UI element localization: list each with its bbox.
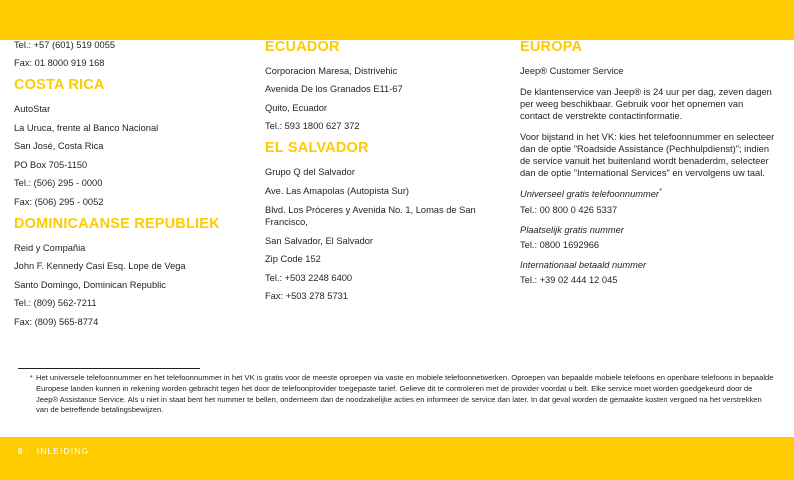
phone-label-international: Internationaal betaald nummer	[520, 259, 647, 270]
section-heading-costa-rica: COSTA RICA	[14, 77, 105, 94]
address-line: Quito, Ecuador	[265, 102, 328, 113]
address-line: Zip Code 152	[265, 254, 321, 265]
address-line: Ave. Las Amapolas (Autopista Sur)	[265, 185, 410, 196]
address-line: La Uruca, frente al Banco Nacional	[14, 122, 159, 133]
address-line: Corporacion Maresa, Distrivehic	[265, 65, 398, 76]
section-heading-dominicaanse-republiek: DOMINICAANSE REPUBLIEK	[14, 215, 220, 232]
address-line: San Salvador, El Salvador	[265, 235, 374, 246]
footnote-body	[18, 373, 774, 416]
footnote	[18, 368, 774, 416]
phone-line: Tel.: 0800 1692966	[520, 239, 600, 250]
section-heading-el-salvador: EL SALVADOR	[265, 140, 369, 157]
footnote-text: Het universele telefoonnummer en het telefoonnummer in het VK is gratis voor de meeste oproepen via vaste en mobiele telefoonnetwerken. Oproepen van bepaalde mobiele telefoons en openbare telefoons in bepaalde Europese landen kunnen in rekening worden gebracht tegen het door de telefoonprovider toegepaste tarief. Gelieve dit te controleren met de provider voordat u belt. Elke service moet worden goedgekeurd door de Jeep® Assistance Service. Als u niet in staat bent het nummer te bellen, onderneem dan de noodzakelijke acties en informeer de service dan later. In dat geval worden de gemaakte kosten vergoed na het verstrekken van de betreffende betalingsbewijzen.	[36, 373, 774, 415]
section-heading-ecuador: ECUADOR	[265, 39, 340, 55]
service-description-paragraph: De klantenservice van Jeep® is 24 uur per dag, zeven dagen per weeg beschikbaar. Gebruik voor het opnemen van contact de verstrekte contactinformatie.	[520, 86, 772, 122]
address-line: Grupo Q del Salvador	[265, 167, 355, 178]
fax-line: Fax: +503 278 5731	[265, 291, 348, 302]
address-line: Reid y Compañia	[14, 242, 86, 253]
customer-service-subtitle: Jeep® Customer Service	[520, 65, 624, 76]
fax-line: Fax: (506) 295 - 0052	[14, 196, 104, 207]
address-line: John F. Kennedy Casi Esq. Lope de Vega	[14, 261, 186, 272]
address-line: San José, Costa Rica	[14, 141, 104, 152]
contact-line: Fax: 01 8000 919 168	[14, 58, 105, 69]
address-line: AutoStar	[14, 104, 51, 115]
column-right	[520, 40, 775, 286]
section-heading-europa: EUROPA	[520, 39, 583, 55]
fax-line: Fax: (809) 565-8774	[14, 316, 99, 327]
column-middle	[265, 40, 505, 302]
footer-accent-band	[0, 437, 794, 480]
content-columns	[0, 40, 794, 370]
phone-label-universal	[520, 188, 775, 200]
phone-line: Tel.: (506) 295 - 0000	[14, 178, 103, 189]
phone-label-text: Universeel gratis telefoonnummer	[520, 189, 659, 200]
phone-line: Tel.: +503 2248 6400	[265, 272, 353, 283]
address-line: Avenida De los Granados E11-67	[265, 84, 403, 95]
footnote-marker: *	[30, 375, 33, 382]
phone-line: Tel.: +39 02 444 12 045	[520, 274, 618, 285]
address-line: Santo Domingo, Dominican Republic	[14, 279, 166, 290]
column-left	[14, 40, 254, 327]
phone-label-local: Plaatselijk gratis nummer	[520, 224, 624, 235]
footnote-reference-marker: *	[659, 188, 662, 196]
roadside-assistance-paragraph: Voor bijstand in het VK: kies het telefoonnummer en selecteer dan de optie "Roadside Assistance (Pechhulpdienst)"; indien de service vanuit het buitenland wordt benaderdm, selecteer dan de optie "International Services" en vervolgens uw taal.	[520, 132, 775, 179]
page-number: 6	[18, 447, 23, 456]
address-line: PO Box 705-1150	[14, 159, 88, 170]
phone-line: Tel.: 00 800 0 426 5337	[520, 204, 618, 215]
phone-line: Tel.: (809) 562-7211	[14, 298, 97, 309]
contact-line: Tel.: +57 (601) 519 0055	[14, 40, 116, 50]
phone-line: Tel.: 593 1800 627 372	[265, 121, 360, 132]
footnote-divider	[18, 368, 200, 369]
footer-section-label: INLEIDING	[36, 446, 90, 456]
footer-content	[18, 446, 89, 456]
top-accent-band	[0, 0, 794, 40]
address-line: Blvd. Los Próceres y Avenida No. 1, Lomas de San Francisco,	[265, 205, 476, 228]
